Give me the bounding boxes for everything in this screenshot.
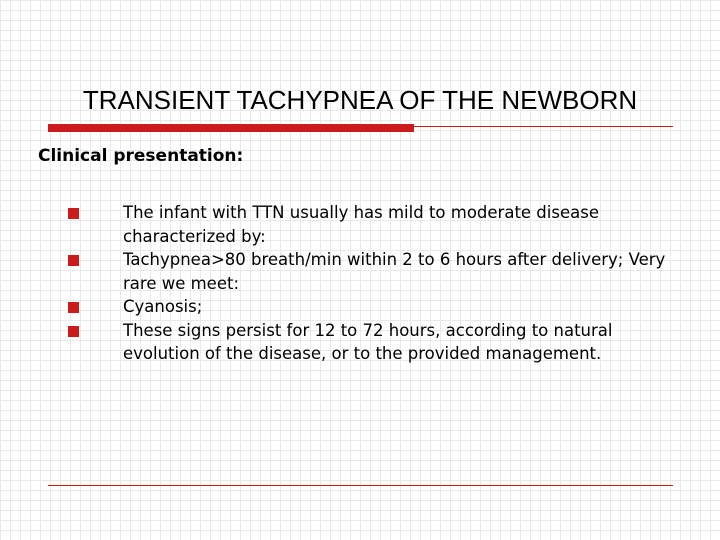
bullet-text: Cyanosis; (123, 297, 203, 316)
title-underline-line (414, 126, 673, 127)
square-bullet-icon (68, 208, 79, 219)
square-bullet-icon (68, 326, 79, 337)
bullet-item (66, 295, 676, 319)
bullet-item (66, 248, 676, 295)
bullet-text: These signs persist for 12 to 72 hours, according to natural evolution of the disease, or to the provided management. (123, 320, 613, 363)
square-bullet-icon (68, 302, 79, 313)
bullet-text: Tachypnea>80 breath/min within 2 to 6 hours after delivery; Very rare we meet: (123, 250, 666, 293)
bullet-text: The infant with TTN usually has mild to moderate disease characterized by: (123, 203, 599, 246)
bullet-item (66, 319, 676, 366)
slide-title: TRANSIENT TACHYPNEA OF THE NEWBORN (82, 85, 638, 115)
bullet-item (66, 201, 676, 248)
footer-divider (48, 485, 673, 486)
title-underline-bar (48, 124, 414, 132)
bullet-list (66, 201, 676, 366)
section-heading: Clinical presentation: (38, 146, 244, 166)
square-bullet-icon (68, 255, 79, 266)
